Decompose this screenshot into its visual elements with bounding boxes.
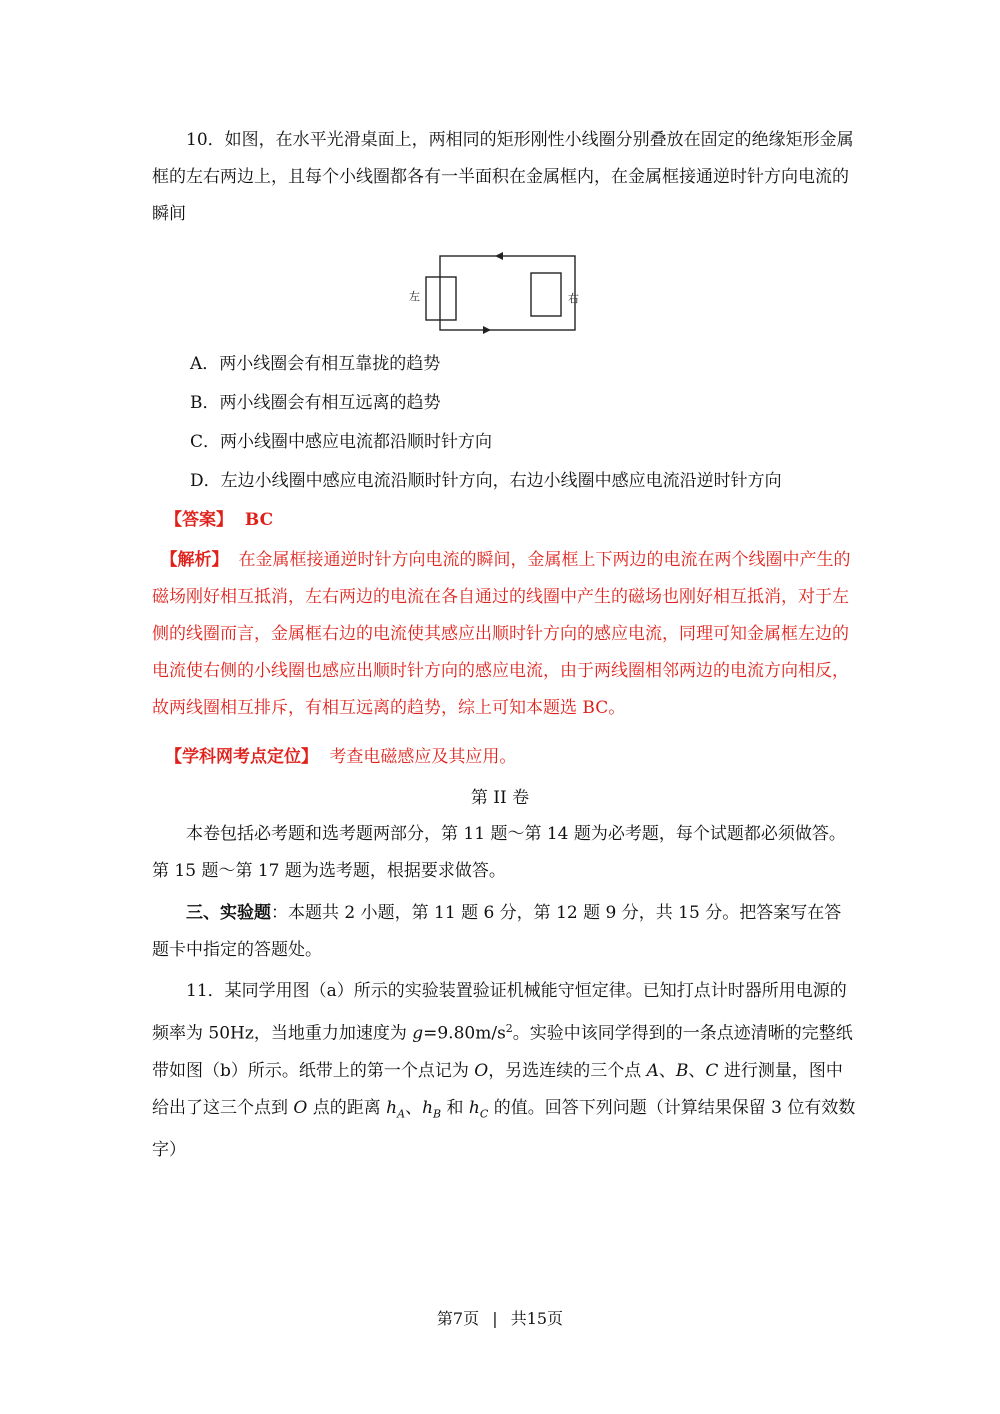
point-line [165, 745, 516, 769]
page-footer [0, 1308, 1000, 1330]
q11-sep1: 、 [658, 1060, 676, 1081]
answer-value: BC [244, 510, 274, 530]
q11-part6: 的值。回答下列问题（计算结果保留 3 位有效数字） [152, 1097, 856, 1161]
q11-point-o-2: O [293, 1097, 308, 1118]
section-3-text: ：本题共 2 小题，第 11 题 6 分，第 12 题 9 分，共 15 分。把答案写在答题卡中指定的答题处。 [152, 903, 842, 960]
q11-part5: 点的距离 [307, 1097, 387, 1118]
q11-sep3: 、 [405, 1097, 423, 1118]
circuit-figure [400, 240, 610, 350]
q11-part3: ，另选连续的三个点 [488, 1060, 647, 1081]
option-b: B．两小线圈会有相互远离的趋势 [190, 393, 441, 413]
question-10-text: 10．如图，在水平光滑桌面上，两相同的矩形刚性小线圈分别叠放在固定的绝缘矩形金属框的左右两边上，且每个小线圈都各有一半面积在金属框内，在金属框接通逆时针方向电流的瞬间 [152, 130, 854, 224]
answer-line [165, 508, 273, 532]
right-label: 右 [568, 292, 579, 305]
q11-point-b: B [675, 1060, 689, 1081]
q11-point-a: A [646, 1060, 659, 1081]
q11-h-a: h [386, 1097, 398, 1118]
q11-point-o: O [474, 1060, 489, 1081]
footer-total: 共15页 [510, 1309, 564, 1328]
analysis-paragraph [152, 542, 857, 727]
section-2-title: 第 II 卷 [470, 788, 530, 808]
answer-tag: 【答案】 [165, 510, 233, 530]
q11-sub-a: A [397, 1107, 406, 1121]
option-c: C．两小线圈中感应电流都沿顺时针方向 [190, 432, 493, 452]
q11-part1: 11．某同学用图（a）所示的实验装置验证机械能守恒定律。已知打点计时器所用电源的频率为 50Hz，当地重力加速度为 [152, 981, 847, 1044]
left-label: 左 [409, 290, 420, 303]
footer-separator: | [492, 1309, 498, 1328]
right-coil [531, 273, 561, 316]
q11-part2: 。实验中该同学得到的一条点迹清晰的完整纸带如图（b）所示。纸带上的第一个点记为 [152, 1023, 853, 1081]
q11-sub-b: B [433, 1107, 442, 1121]
point-text: 考查电磁感应及其应用。 [329, 747, 517, 767]
q11-sub-c: C [479, 1107, 489, 1121]
footer-page: 第7页 [436, 1309, 480, 1328]
q11-and: 和 [441, 1097, 469, 1118]
q11-g-value: =9.80m/s [423, 1023, 506, 1044]
bottom-current-arrow [483, 326, 491, 334]
q11-h-b: h [422, 1097, 434, 1118]
option-d: D．左边小线圈中感应电流沿顺时针方向，右边小线圈中感应电流沿逆时针方向 [190, 471, 782, 491]
section-3-paragraph [152, 895, 857, 969]
option-a: A．两小线圈会有相互靠拢的趋势 [190, 354, 441, 374]
question-10-stem [152, 122, 857, 233]
section-2-intro-block [152, 816, 857, 890]
point-tag: 【学科网考点定位】 [165, 747, 318, 767]
analysis-tag: 【解析】 [160, 550, 229, 570]
question-11-block [152, 973, 857, 1169]
section-3-block [152, 895, 857, 969]
section-2-intro: 本卷包括必考题和选考题两部分，第 11 题～第 14 题为必考题，每个试题都必须做答。第 15 题～第 17 题为选考题，根据要求做答。 [152, 824, 846, 881]
left-coil [426, 277, 456, 320]
metal-frame [440, 256, 575, 330]
q11-h-c: h [468, 1097, 480, 1118]
q11-sep2: 、 [688, 1060, 706, 1081]
section-3-heading: 三、实验题 [186, 903, 271, 923]
q11-part4: 进行测量，图中给出了这三个点到 [152, 1060, 843, 1118]
top-current-arrow [495, 252, 503, 260]
q11-g-symbol: g [412, 1023, 424, 1044]
q11-point-c: C [705, 1060, 719, 1081]
analysis-block [152, 542, 857, 727]
analysis-text: 在金属框接通逆时针方向电流的瞬间，金属框上下两边的电流在两个线圈中产生的磁场刚好相互抵消，左右两边的电流在各自通过的线圈中产生的磁场也刚好相互抵消，对于左侧的线圈而言，金属框右边的电流使其感应出顺时针方向的感应电流，同理可知金属框左边的电流使右侧的小线圈也感应出顺时针方向的感应电流，由于两线圈相邻两边的电流方向相反，故两线圈相互排斥，有相互远离的趋势，综上可知本题选 BC。 [152, 550, 851, 718]
q11-g-exp: 2 [505, 1022, 513, 1035]
question-11-text [152, 973, 857, 1169]
